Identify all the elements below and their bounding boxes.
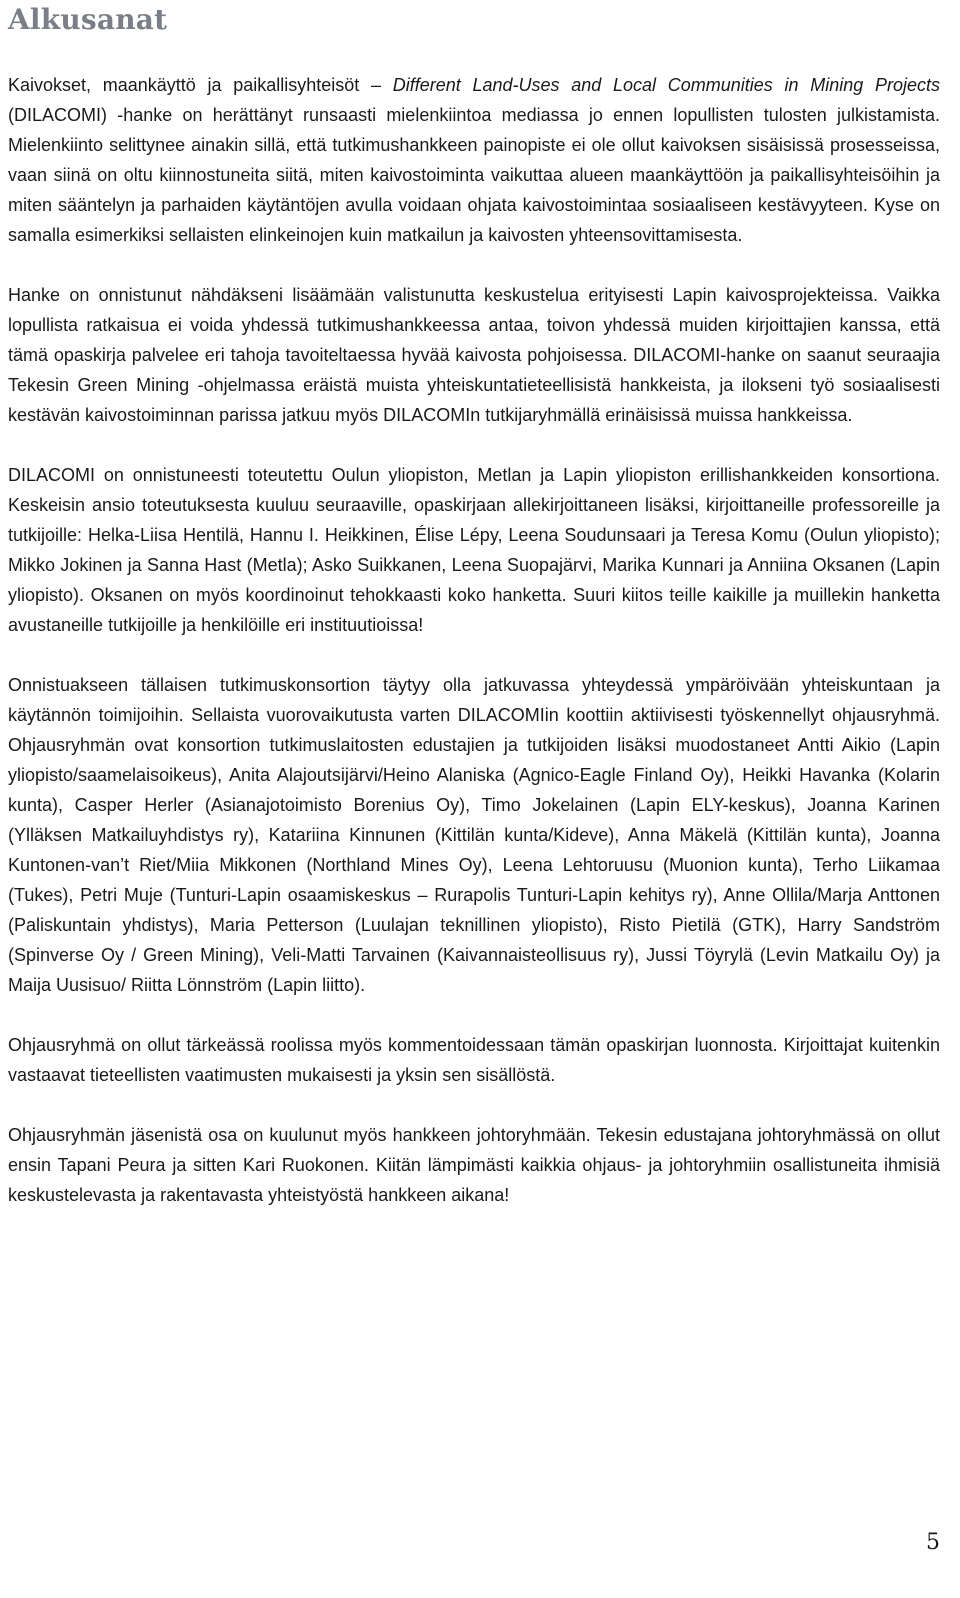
paragraph-6: Ohjausryhmän jäsenistä osa on kuulunut myös hankkeen johtoryhmään. Tekesin edustajana johtoryhmässä on ollut ensin Tapani Peura ja sitten Kari Ruokonen. Kiitän lämpimästi kaikkia ohjaus- ja johtoryhmiin osallistuneita ihmisiä keskustelevasta ja rakentavasta yhteistyöstä hankkeen aikana! xyxy=(8,1125,940,1205)
paragraph-5: Ohjausryhmä on ollut tärkeässä roolissa myös kommentoidessaan tämän opaskirjan luonnosta. Kirjoittajat kuitenkin vastaavat tieteellisten vaatimusten mukaisesti ja yksin sen sisällöstä. xyxy=(8,1035,940,1085)
page-title: Alkusanat xyxy=(8,3,168,36)
paragraph-4: Onnistuakseen tällaisen tutkimuskonsortion täytyy olla jatkuvassa yhteydessä ympäröivään yhteiskuntaan ja käytännön toimijoihin. Sellaista vuorovaikutusta varten DILACOMIin koottiin aktiivisesti työskennellyt ohjausryhmä. Ohjausryhmän ovat konsortion tutkimuslaitosten edustajien ja tutkijoiden lisäksi muodostaneet Antti Aikio (Lapin yliopisto/saamelaisoikeus), Anita Alajoutsijärvi/Heino Alaniska (Agnico-Eagle Finland Oy), Heikki Havanka (Kolarin kunta), Casper Herler (Asianajotoimisto Borenius Oy), Timo Jokelainen (Lapin ELY-keskus), Joanna Karinen (Ylläksen Matkailuyhdistys ry), Katariina Kinnunen (Kittilän kunta/Kideve), Anna Mäkelä (Kittilän kunta), Joanna Kuntonen-van’t Riet/Miia Mikkonen (Northland Mines Oy), Leena Lehtoruusu (Muonion kunta), Terho Liikamaa (Tukes), Petri Muje (Tunturi-Lapin osaamiskeskus – Rurapolis Tunturi-Lapin kehitys ry), Anne Ollila/Marja Anttonen (Paliskuntain yhdistys), Maria Petterson (Luulajan teknillinen yliopisto), Risto Pietilä (GTK), Harry Sandström (Spinverse Oy / Green Mining), Veli-Matti Tarvainen (Kaivannaisteollisuus ry), Jussi Töyrylä (Levin Matkailu Oy) ja Maija Uusisuo/ Riitta Lönnström (Lapin liitto). xyxy=(8,675,940,995)
paragraph-1-rest: (DILACOMI) -hanke on herättänyt runsaasti mielenkiintoa mediassa jo ennen lopullisten tulosten julkistamista. Mielenkiinto selittynee ainakin sillä, että tutkimushankkeen painopiste ei ole ollut kaivoksen sisäisissä prosesseissa, vaan siinä on oltu kiinnostuneita siitä, miten kaivostoiminta vaikuttaa alueen maankäyttöön ja paikallisyhteisöihin ja miten sääntelyn ja parhaiden käytäntöjen avulla voidaan ohjata kaivostoimintaa sosiaaliseen kestävyyteen. Kyse on samalla esimerkiksi sellaisten elinkeinojen kuin matkailun ja kaivosten yhteensovittamisesta. xyxy=(8,105,940,245)
paragraph-3: DILACOMI on onnistuneesti toteutettu Oulun yliopiston, Metlan ja Lapin yliopiston erillishankkeiden konsortiona. Keskeisin ansio toteutuksesta kuuluu seuraaville, opaskirjaan allekirjoittaneen lisäksi, kirjoittaneille professoreille ja tutkijoille: Helka-Liisa Hentilä, Hannu I. Heikkinen, Élise Lépy, Leena Soudunsaari ja Teresa Komu (Oulun yliopisto); Mikko Jokinen ja Sanna Hast (Metla); Asko Suikkanen, Leena Suopajärvi, Marika Kunnari ja Anniina Oksanen (Lapin yliopisto). Oksanen on myös koordinoinut tehokkaasti koko hanketta. Suuri kiitos teille kaikille ja muillekin hanketta avustaneille tutkijoille ja henkilöille eri instituutioissa! xyxy=(8,465,940,635)
paragraph-2: Hanke on onnistunut nähdäkseni lisäämään valistunutta keskustelua erityisesti Lapin kaivosprojekteissa. Vaikka lopullista ratkaisua ei voida yhdessä tutkimushankkeessa antaa, toivon yhdessä muiden kirjoittajien kanssa, että tämä opaskirja palvelee eri tahoja tavoiteltaessa hyvää kaivosta pohjoisessa. DILACOMI-hanke on saanut seuraajia Tekesin Green Mining -ohjelmassa eräistä muista yhteiskuntatieteellisistä hankkeista, ja ilokseni työ sosiaalisesti kestävän kaivostoiminnan parissa jatkuu myös DILACOMIn tutkijaryhmällä erinäisissä muissa hankkeissa. xyxy=(8,285,940,425)
paragraph-1-lead: Kaivokset, maankäyttö ja paikallisyhteisöt – xyxy=(8,75,393,95)
body-text xyxy=(8,70,940,1210)
project-english-title: Different Land-Uses and Local Communities in Mining Projects xyxy=(392,75,940,95)
paragraph-1 xyxy=(8,70,940,250)
page-number: 5 xyxy=(926,1530,940,1555)
